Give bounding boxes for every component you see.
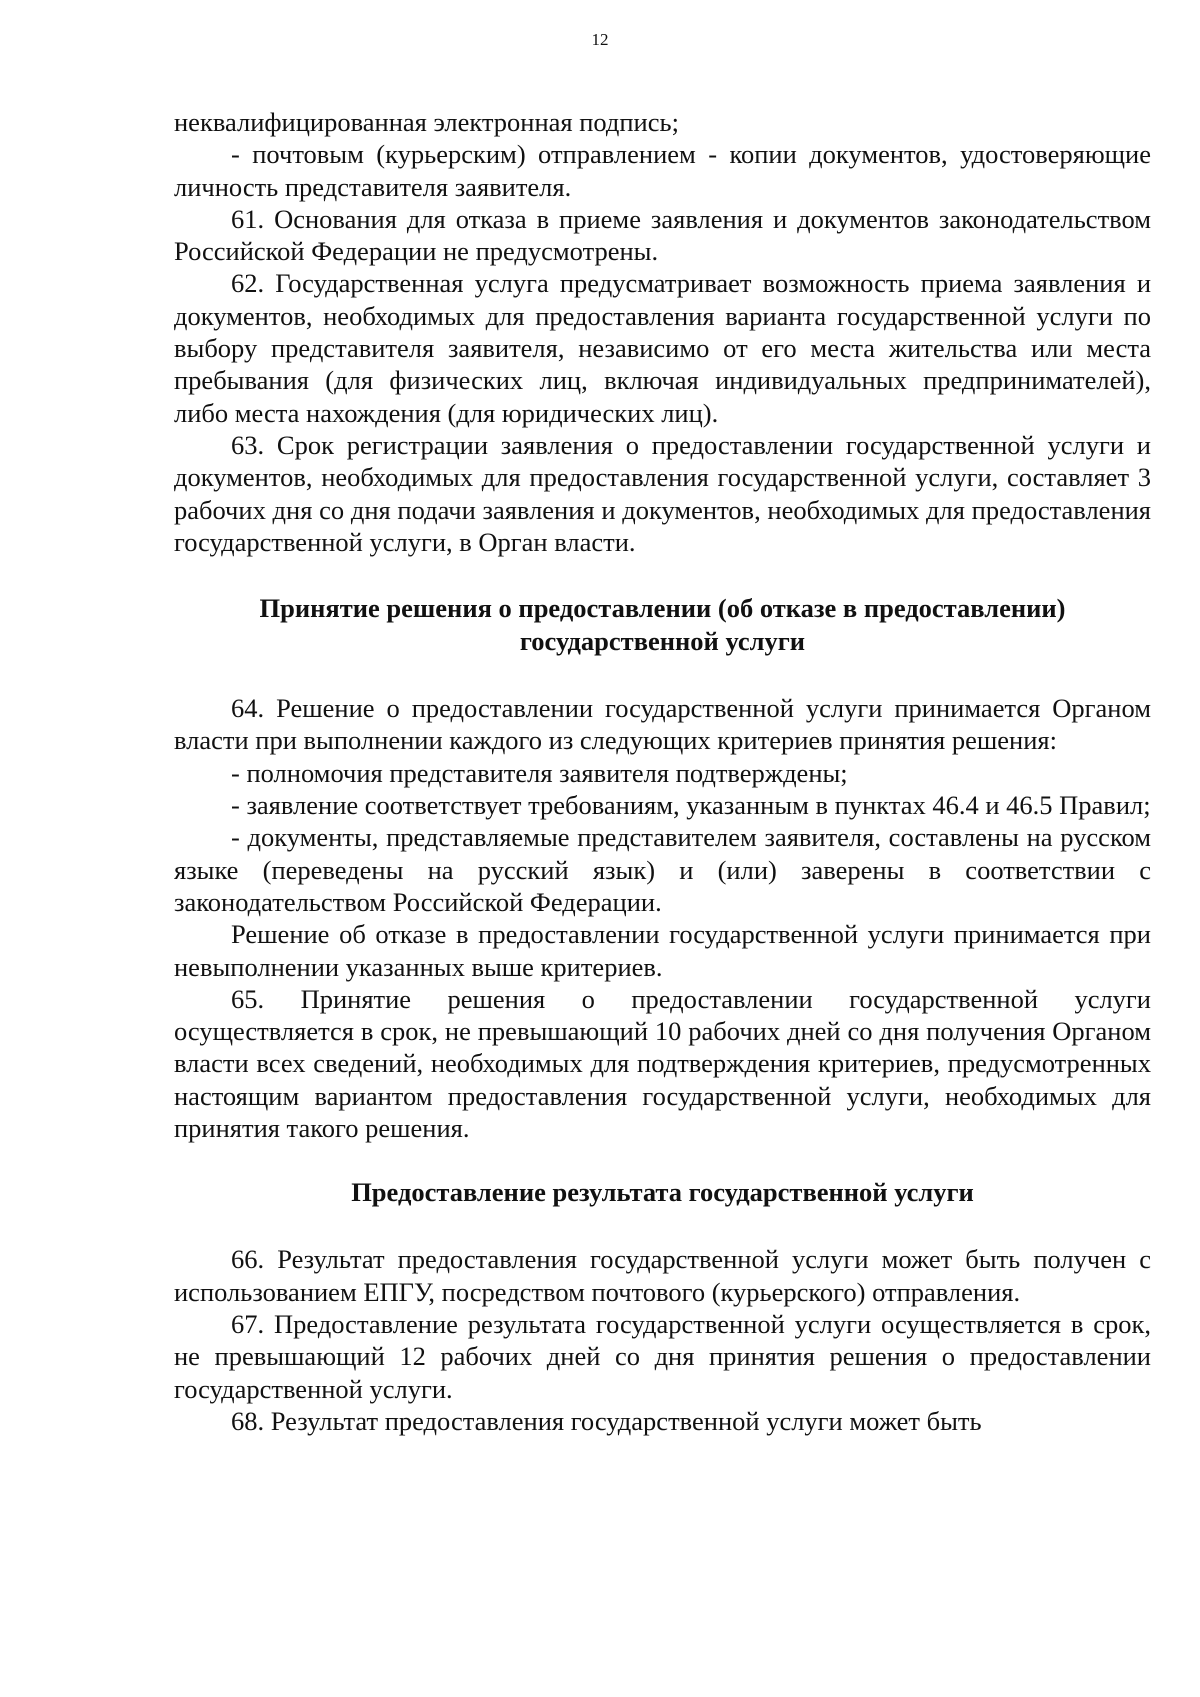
criteria-item-requirements: - заявление соответствует требованиям, указанным в пунктах 46.4 и 46.5 Правил; [231, 790, 1151, 821]
criteria-item-documents: - документы, представляемые представителем заявителя, составлены на русском языке (переведены на русский язык) и (или) заверены в соответствии с законодательством Российской Федерации. [174, 822, 1151, 917]
paragraph-62: 62. Государственная услуга предусматривает возможность приема заявления и документов, необходимых для предоставления варианта государственной услуги по выбору представителя заявителя, независимо от его места жительства или места пребывания (для физических лиц, включая индивидуальных предпринимателей), либо места нахождения (для юридических лиц). [174, 268, 1151, 428]
paragraph-continuation: неквалифицированная электронная подпись; [174, 107, 679, 137]
section-heading-decision-line2: государственной услуги [519, 626, 806, 657]
section-heading-decision [174, 592, 1151, 658]
criteria-item-authority: - полномочия представителя заявителя подтверждены; [231, 757, 848, 788]
paragraph-61: 61. Основания для отказа в приеме заявления и документов законодательством Российской Федерации не предусмотрены. [174, 203, 1151, 267]
section-heading-decision-line1: Принятие решения о предоставлении (об отказе в предоставлении) [259, 593, 1066, 624]
section-heading-result: Предоставление результата государственной услуги [351, 1177, 974, 1208]
paragraph-64: 64. Решение о предоставлении государственной услуги принимается Органом власти при выполнении каждого из следующих критериев принятия решения: [174, 693, 1151, 756]
paragraph-66: 66. Результат предоставления государственной услуги может быть получен с использованием ЕПГУ, посредством почтового (курьерского) отправления. [174, 1244, 1151, 1307]
paragraph-refusal-decision: Решение об отказе в предоставлении государственной услуги принимается при невыполнении указанных выше критериев. [174, 919, 1151, 982]
paragraph-67: 67. Предоставление результата государственной услуги осуществляется в срок, не превышающий 12 рабочих дней со дня принятия решения о предоставлении государственной услуги. [174, 1308, 1151, 1404]
document-body [174, 106, 1151, 1437]
paragraph-63: 63. Срок регистрации заявления о предоставлении государственной услуги и документов, необходимых для предоставления государственной услуги, составляет 3 рабочих дня со дня подачи заявления и документов, необходимых для предоставления государственной услуги, в Орган власти. [174, 429, 1151, 557]
paragraph-65: 65. Принятие решения о предоставлении государственной услуги осуществляется в срок, не превышающий 10 рабочих дней со дня получения Органом власти всех сведений, необходимых для подтверждения критериев, предусмотренных настоящим вариантом предоставления государственной услуги, необходимых для принятия такого решения. [174, 983, 1151, 1144]
paragraph-postal-item: - почтовым (курьерским) отправлением - копии документов, удостоверяющие личность представителя заявителя. [174, 139, 1151, 202]
page-number: 12 [591, 30, 609, 49]
paragraph-68: 68. Результат предоставления государственной услуги может быть [231, 1405, 982, 1436]
